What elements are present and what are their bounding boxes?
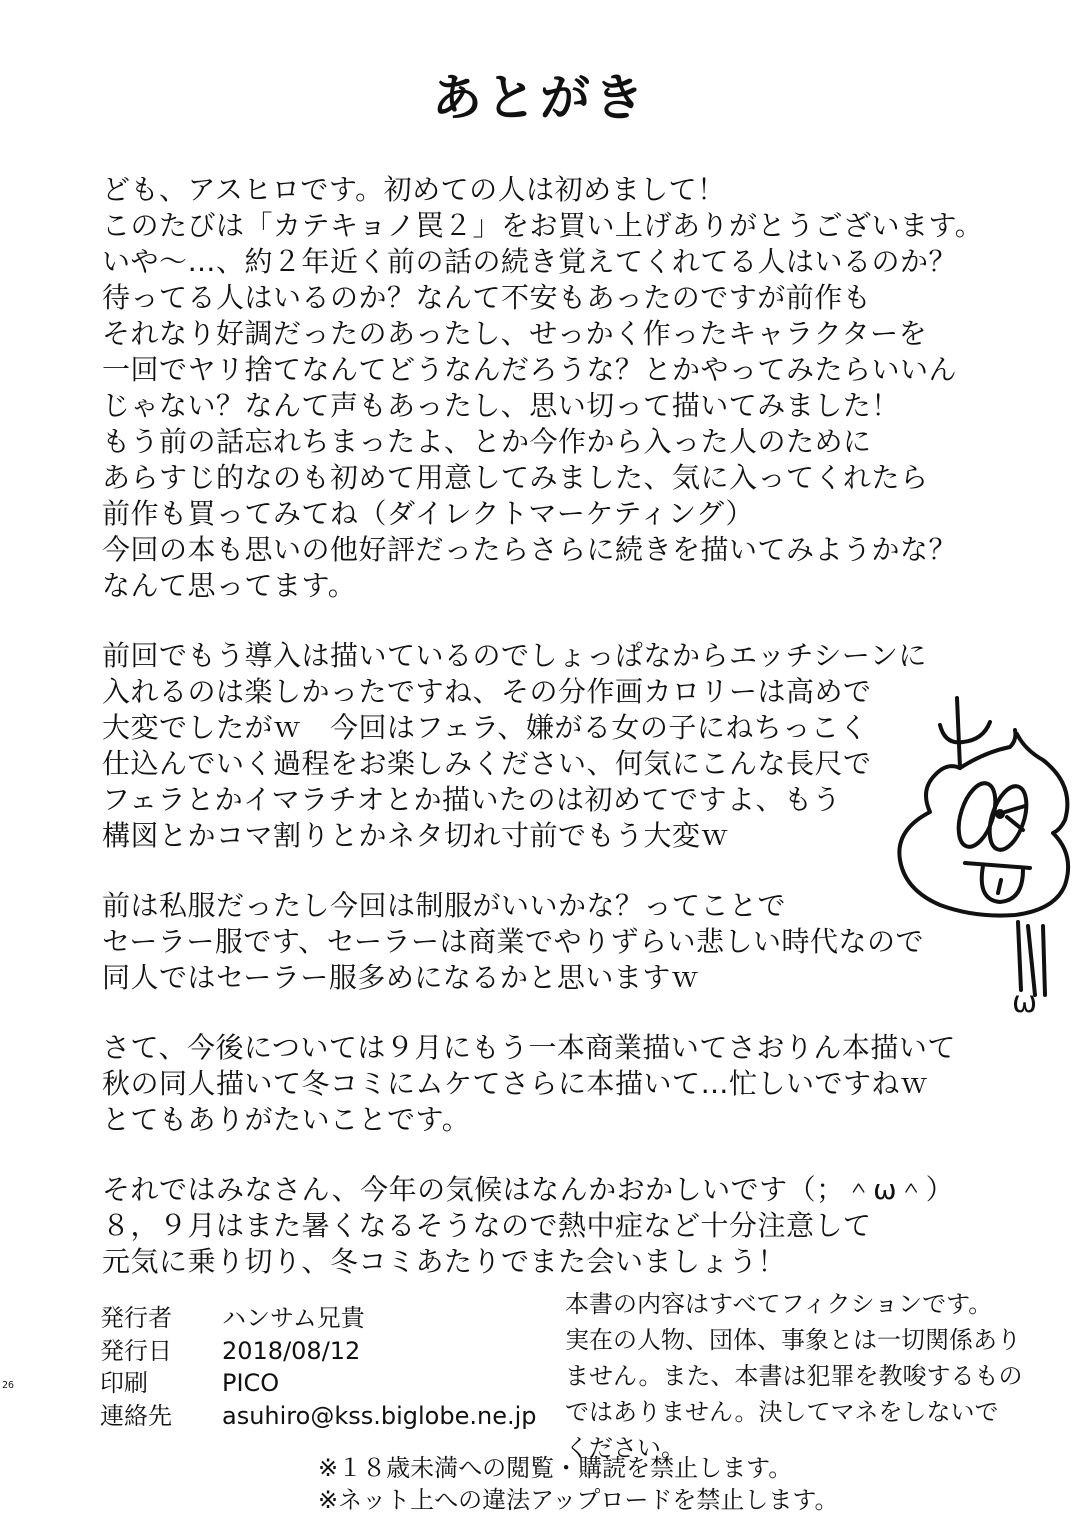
text-line: いや～…、約２年近く前の話の続き覚えてくれてる人はいるのか？ [102, 245, 958, 278]
text-line: フェラとかイマラチオとか描いたのは初めてですよ、もう [102, 783, 842, 816]
text-line: 前回でもう導入は描いているのでしょっぱなからエッチシーンに [102, 639, 927, 672]
text-line: 本書の内容はすべてフィクションです。 [565, 1290, 993, 1318]
colophon [100, 1302, 536, 1432]
text-line: 同人ではセーラー服多めになるかと思いますｗ [102, 961, 700, 994]
paragraph-1 [102, 172, 1002, 604]
colophon-value: 2018/08/12 [222, 1336, 361, 1365]
colophon-value: ハンサム兄貴 [222, 1304, 365, 1332]
colophon-key: 発行者 [100, 1304, 172, 1332]
text-line: 待ってる人はいるのか？なんて不安もあったのですが前作も [102, 281, 872, 314]
text-line: それではみなさん、今年の気候はなんかおかしいです（；＾ω＾） [102, 1173, 955, 1206]
text-line: 前は私服だったし今回は制服がいいかな？ってことで [102, 889, 787, 922]
text-line: 大変でしたがｗ 今回はフェラ、嫌がる女の子にねちっこく [102, 711, 868, 744]
colophon-value: PICO [222, 1369, 280, 1397]
text-line: なんて思ってます。 [102, 569, 357, 602]
colophon-key: 連絡先 [100, 1401, 172, 1430]
upload-prohibition-notice: ※ネット上への違法アップロードを禁止します。 [318, 1486, 839, 1514]
text-line: さて、今後については９月にもう一本商業描いてさおりん本描いて [102, 1031, 956, 1064]
text-line: 入れるのは楽しかったですね、その分作画カロリーは高めで [102, 675, 872, 708]
doodle-caption: ω [1012, 985, 1038, 1020]
text-line: 前作も買ってみてね（ダイレクトマーケティング） [102, 497, 754, 530]
text-line: セーラー服です、セーラーは商業でやりずらい悲しい時代なので [102, 925, 925, 958]
paragraph-3 [102, 888, 1002, 996]
text-line: このたびは「カテキョノ罠２」をお買い上げありがとうございます。 [102, 209, 984, 242]
text-line: ません。また、本書は犯罪を教唆するもの [565, 1362, 1023, 1390]
text-line: ください。 [565, 1434, 685, 1462]
text-line: 今回の本も思いの他好評だったらさらに続きを描いてみようかな？ [102, 533, 958, 566]
page-number: 26 [2, 1380, 15, 1391]
text-line: あらすじ的なのも初めて用意してみました、気に入ってくれたら [102, 461, 929, 494]
colophon-date [100, 1335, 536, 1368]
afterword-body [102, 172, 1002, 1314]
text-line: もう前の話忘れちまったよ、とか今作から入った人のために [102, 425, 872, 458]
text-line: 構図とかコマ割りとかネタ切れ寸前でもう大変ｗ [102, 819, 730, 852]
colophon-publisher [100, 1302, 536, 1335]
colophon-key: 印刷 [100, 1369, 148, 1397]
text-line: 仕込んでいく過程をお楽しみください、何気にこんな長尺で [102, 747, 872, 780]
legal-notices [318, 1452, 839, 1516]
paragraph-2 [102, 638, 1002, 854]
text-line: 実在の人物、団体、事象とは一切関係あり [565, 1326, 1021, 1354]
colophon-value: asuhiro@kss.biglobe.ne.jp [222, 1401, 537, 1430]
text-line: ども、アスヒロです。初めての人は初めまして！ [102, 173, 726, 206]
paragraph-4 [102, 1030, 1002, 1138]
fiction-disclaimer [565, 1286, 1022, 1466]
text-line: ではありません。決してマネをしないで [565, 1398, 999, 1426]
age-restriction-notice: ※１８歳未満への閲覧・購読を禁止します。 [318, 1454, 793, 1482]
text-line: ８，９月はまた暑くなるそうなので熱中症など十分注意して [102, 1209, 872, 1242]
text-line: 元気に乗り切り、冬コミあたりでまた会いましょう！ [102, 1245, 787, 1278]
page-title: あとがき [432, 69, 648, 127]
text-line: それなり好調だったのあったし、せっかく作ったキャラクターを [102, 317, 928, 350]
text-line: 一回でヤリ捨てなんてどうなんだろうな？とかやってみたらいいん [102, 353, 958, 386]
text-line: とてもありがたいことです。 [102, 1103, 471, 1136]
text-line: 秋の同人描いて冬コミにムケてさらに本描いて…忙しいですねｗ [102, 1067, 929, 1100]
paragraph-5 [102, 1172, 1002, 1280]
colophon-key: 発行日 [100, 1336, 172, 1365]
colophon-printer [100, 1367, 536, 1400]
text-line: じゃない？なんて声もあったし、思い切って描いてみました！ [102, 389, 900, 422]
author-doodle-illustration [895, 690, 1075, 1040]
colophon-contact [100, 1400, 536, 1433]
